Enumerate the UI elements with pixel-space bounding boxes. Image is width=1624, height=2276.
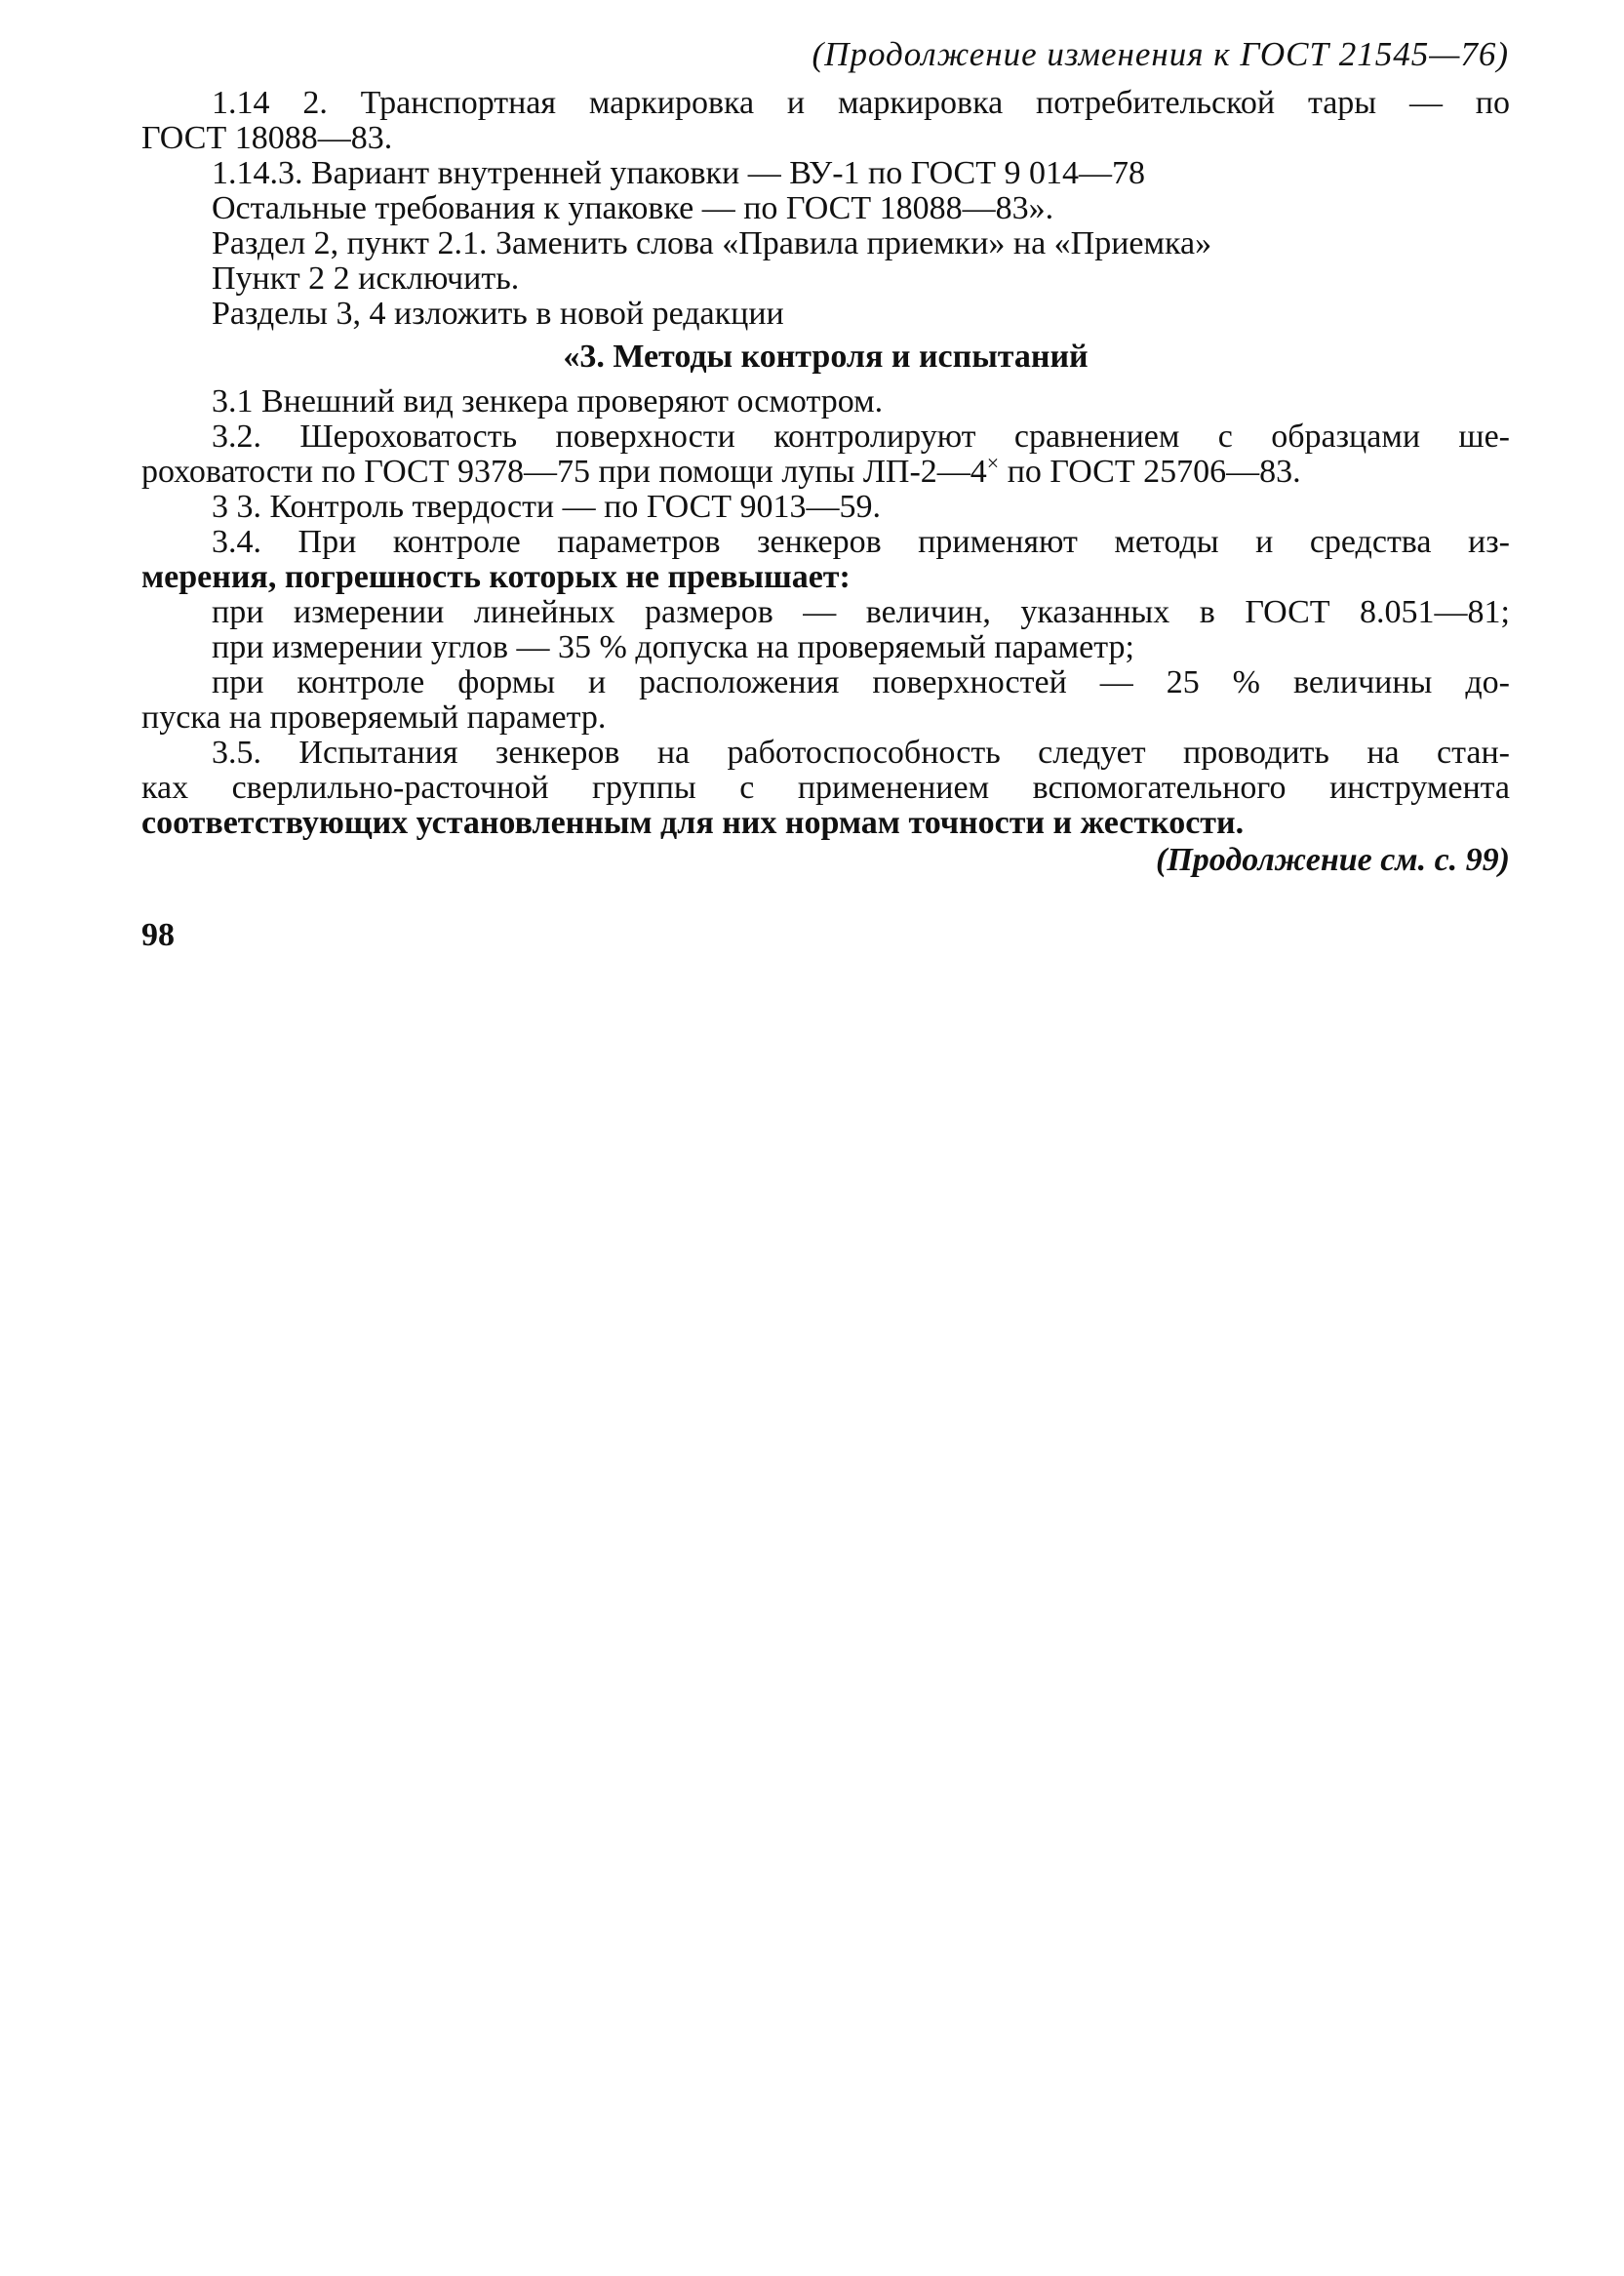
text-line: ГОСТ 18088—83. <box>141 120 393 156</box>
text-line: ках сверлильно-расточной группы с применением вспомогательного инструмента <box>141 771 1510 806</box>
text-line: 3.1 Внешний вид зенкера проверяют осмотром. <box>212 383 884 419</box>
text-line <box>141 451 1510 490</box>
text-line: 3.2. Шероховатость поверхности контролируют сравнением с образцами ше- <box>212 419 1510 455</box>
text-line: 3.4. При контроле параметров зенкеров применяют методы и средства из- <box>212 525 1510 560</box>
text-line: соответствующих установленным для них нормам точности и жесткости. <box>141 805 1245 841</box>
text-line: при измерении углов — 35 % допуска на проверяемый параметр; <box>212 629 1134 665</box>
section-heading: «3. Методы контроля и испытаний <box>563 339 1089 375</box>
text-line: Пункт 2 2 исключить. <box>212 260 520 297</box>
text-line: при измерении линейных размеров — величин, указанных в ГОСТ 8.051—81; <box>212 595 1510 630</box>
continuation-note: (Продолжение см. с. 99) <box>1156 842 1510 878</box>
text-line: при контроле формы и расположения поверхностей — 25 % величины до- <box>212 665 1510 700</box>
text-line: Разделы 3, 4 изложить в новой редакции <box>212 296 784 332</box>
text-line: пуска на проверяемый параметр. <box>141 699 607 736</box>
text-segment: роховатости по ГОСТ 9378—75 при помощи лупы ЛП-2—4 <box>141 454 987 490</box>
text-line: мерения, погрешность которых не превышает: <box>141 559 851 595</box>
text-line: 1.14 2. Транспортная маркировка и маркировка потребительской тары — по <box>212 86 1510 121</box>
text-line: 3.5. Испытания зенкеров на работоспособность следует проводить на стан- <box>212 736 1510 771</box>
magnification-sign: × <box>986 451 1000 475</box>
text-line: Раздел 2, пункт 2.1. Заменить слова «Правила приемки» на «Приемка» <box>212 225 1212 261</box>
page-number: 98 <box>141 917 175 953</box>
text-segment: по ГОСТ 25706—83. <box>999 454 1301 490</box>
document-body <box>141 86 1510 878</box>
text-line: Остальные требования к упаковке — по ГОСТ 18088—83». <box>212 190 1054 226</box>
text-line: 3 3. Контроль твердости — по ГОСТ 9013—59. <box>212 489 882 525</box>
text-line: 1.14.3. Вариант внутренней упаковки — ВУ-1 по ГОСТ 9 014—78 <box>212 155 1145 191</box>
running-header: (Продолжение изменения к ГОСТ 21545—76) <box>812 35 1509 73</box>
